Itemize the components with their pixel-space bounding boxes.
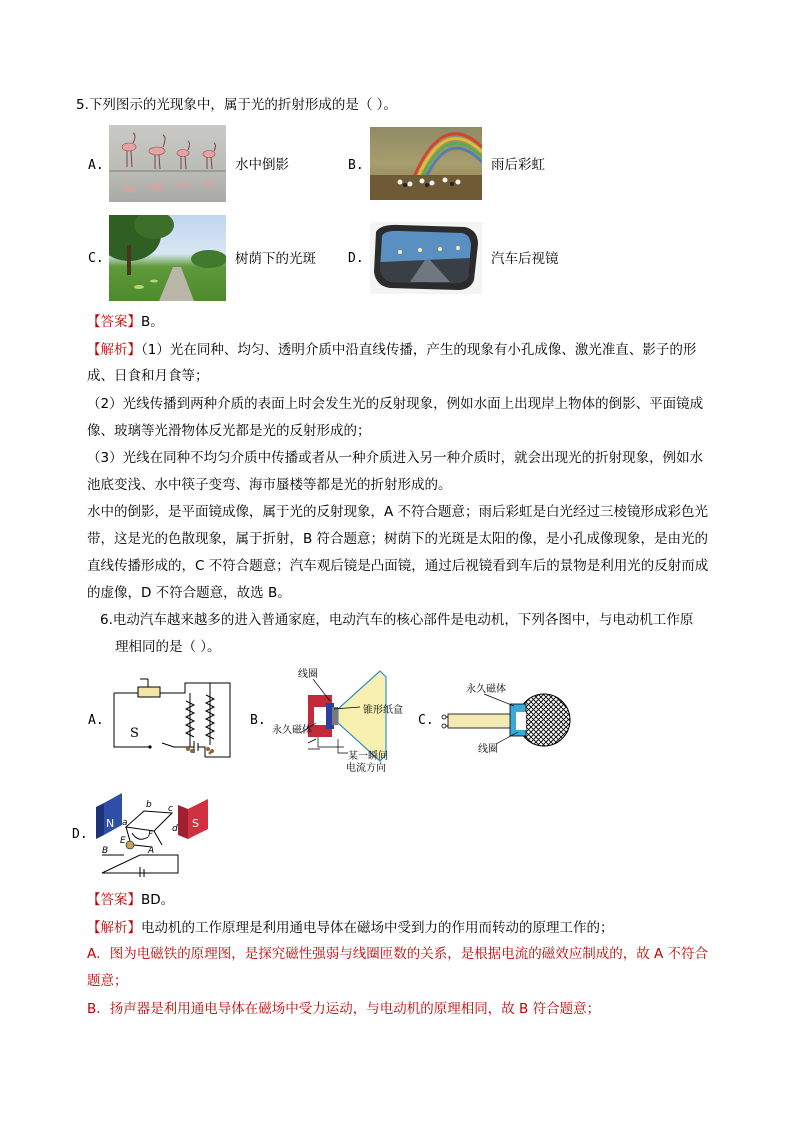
mic-magnet-label: 永久磁体 <box>466 684 506 695</box>
cone-label: 锥形纸盒 <box>363 705 403 716</box>
rearview-mirror-image <box>370 222 482 294</box>
q6-option-c-letter: C. <box>418 713 434 728</box>
q6-question-line1: 6.电动汽车越来越多的进入普通家庭，电动汽车的核心部件是电动机，下列各图中，与电动机工作原 <box>100 612 694 628</box>
rainbow-image <box>370 127 482 200</box>
electromagnet-circuit-diagram <box>110 675 240 765</box>
point-d-label: d <box>172 824 178 834</box>
brush-f-label: F <box>148 830 154 840</box>
mic-coil-label: 线圈 <box>478 744 498 755</box>
q5-analysis-line-9: 的虚像，D 不符合题意，故选 B。 <box>87 585 291 601</box>
point-c-label: c <box>168 804 173 814</box>
q5-option-a-letter: A. <box>88 158 104 173</box>
q5-analysis-line-6: 水中的倒影，是平面镜成像，属于光的反射现象，A 不符合题意；雨后彩虹是白光经过三棱镜形成彩色光 <box>87 504 709 520</box>
q5-answer-tag: 【答案】 <box>87 314 141 330</box>
q6-analysis-line-0: 电动机的工作原理是利用通电导体在磁场中受到力的作用而转动的原理工作的； <box>141 920 614 936</box>
q5-option-c-letter: C. <box>88 251 104 266</box>
q5-analysis-line-1: 成、日食和月食等； <box>87 368 209 384</box>
q5-question: 5.下列图示的光现象中，属于光的折射形成的是（ ）。 <box>76 97 397 113</box>
south-pole-label: S <box>192 817 199 830</box>
q5-analysis-line-7: 带，这是光的色散现象，属于折射，B 符合题意；树荫下的光斑是太阳的像，是小孔成像现象，是由光的 <box>87 531 709 547</box>
q5-analysis-line <box>87 342 696 358</box>
brush-e-label: E <box>120 836 126 846</box>
speaker-diagram <box>268 665 413 775</box>
current-label-1: 某一瞬间 <box>348 751 388 762</box>
q6-analysis-tag: 【解析】 <box>87 920 141 936</box>
north-pole-label: N <box>106 817 115 830</box>
tree-shade-image <box>109 215 226 301</box>
coil-label: 线圈 <box>298 669 318 680</box>
q5-option-d-text: 汽车后视镜 <box>491 251 559 267</box>
q5-analysis-line-3: 像、玻璃等光滑物体反光都是光的反射形成的； <box>87 423 371 439</box>
q6-option-a-letter: A. <box>88 713 104 728</box>
q5-answer <box>87 314 164 330</box>
magnet-label: 永久磁体 <box>272 725 312 736</box>
point-a-label: a <box>122 818 128 828</box>
q6-analysis-line-2: 题意； <box>87 973 128 989</box>
q6-analysis-line-1: A．图为电磁铁的原理图，是探究磁性强弱与线圈匝数的关系，是根据电流的磁效应制成的，故 A 不符合 <box>87 946 709 962</box>
q5-option-c-text: 树荫下的光斑 <box>235 251 316 267</box>
q5-analysis-line-5: 池底变浅、水中筷子变弯、海市蜃楼等都是光的折射形成的。 <box>87 477 452 493</box>
q6-answer <box>87 892 174 908</box>
q5-option-b-letter: B. <box>348 158 364 173</box>
microphone-diagram <box>436 682 576 756</box>
q5-analysis-tag: 【解析】 <box>87 342 141 358</box>
q6-answer-tag: 【答案】 <box>87 892 141 908</box>
q6-question-line2: 理相同的是（ ）。 <box>115 639 221 655</box>
q5-answer-value: B。 <box>141 314 164 330</box>
q5-analysis-line-0: （1）光在同种、均匀、透明介质中沿直线传播，产生的现象有小孔成像、激光准直、影子的形 <box>141 342 697 358</box>
current-label-2: 电流方向 <box>346 763 386 774</box>
q5-analysis-line-8: 直线传播形成的，C 不符合题意；汽车观后镜是凸面镜，通过后视镜看到车后的景物是利用光的反射而成 <box>87 558 709 574</box>
motor-diagram <box>92 785 222 877</box>
point-bb-label: B <box>102 846 109 856</box>
flamingo-reflection-image <box>109 125 226 202</box>
q6-option-b-letter: B. <box>250 713 266 728</box>
switch-label: S <box>130 726 139 741</box>
q5-option-b-text: 雨后彩虹 <box>491 157 545 173</box>
point-b-label: b <box>146 800 152 810</box>
q6-option-d-letter: D. <box>72 827 88 842</box>
q5-analysis-line-4: （3）光线在同种不均匀介质中传播或者从一种介质进入另一种介质时，就会出现光的折射现象，例如水 <box>87 450 704 466</box>
q5-option-d-letter: D. <box>348 251 364 266</box>
point-aa-label: A <box>148 846 155 856</box>
q5-analysis-line-2: （2）光线传播到两种介质的表面上时会发生光的反射现象，例如水面上出现岸上物体的倒影、平面镜成 <box>87 396 704 412</box>
q6-answer-value: BD。 <box>141 892 175 908</box>
q5-option-a-text: 水中倒影 <box>235 157 289 173</box>
q6-analysis-line-3: B．扬声器是利用通电导体在磁场中受力运动，与电动机的原理相同，故 B 符合题意； <box>87 1001 601 1017</box>
q6-analysis-line <box>87 920 614 936</box>
